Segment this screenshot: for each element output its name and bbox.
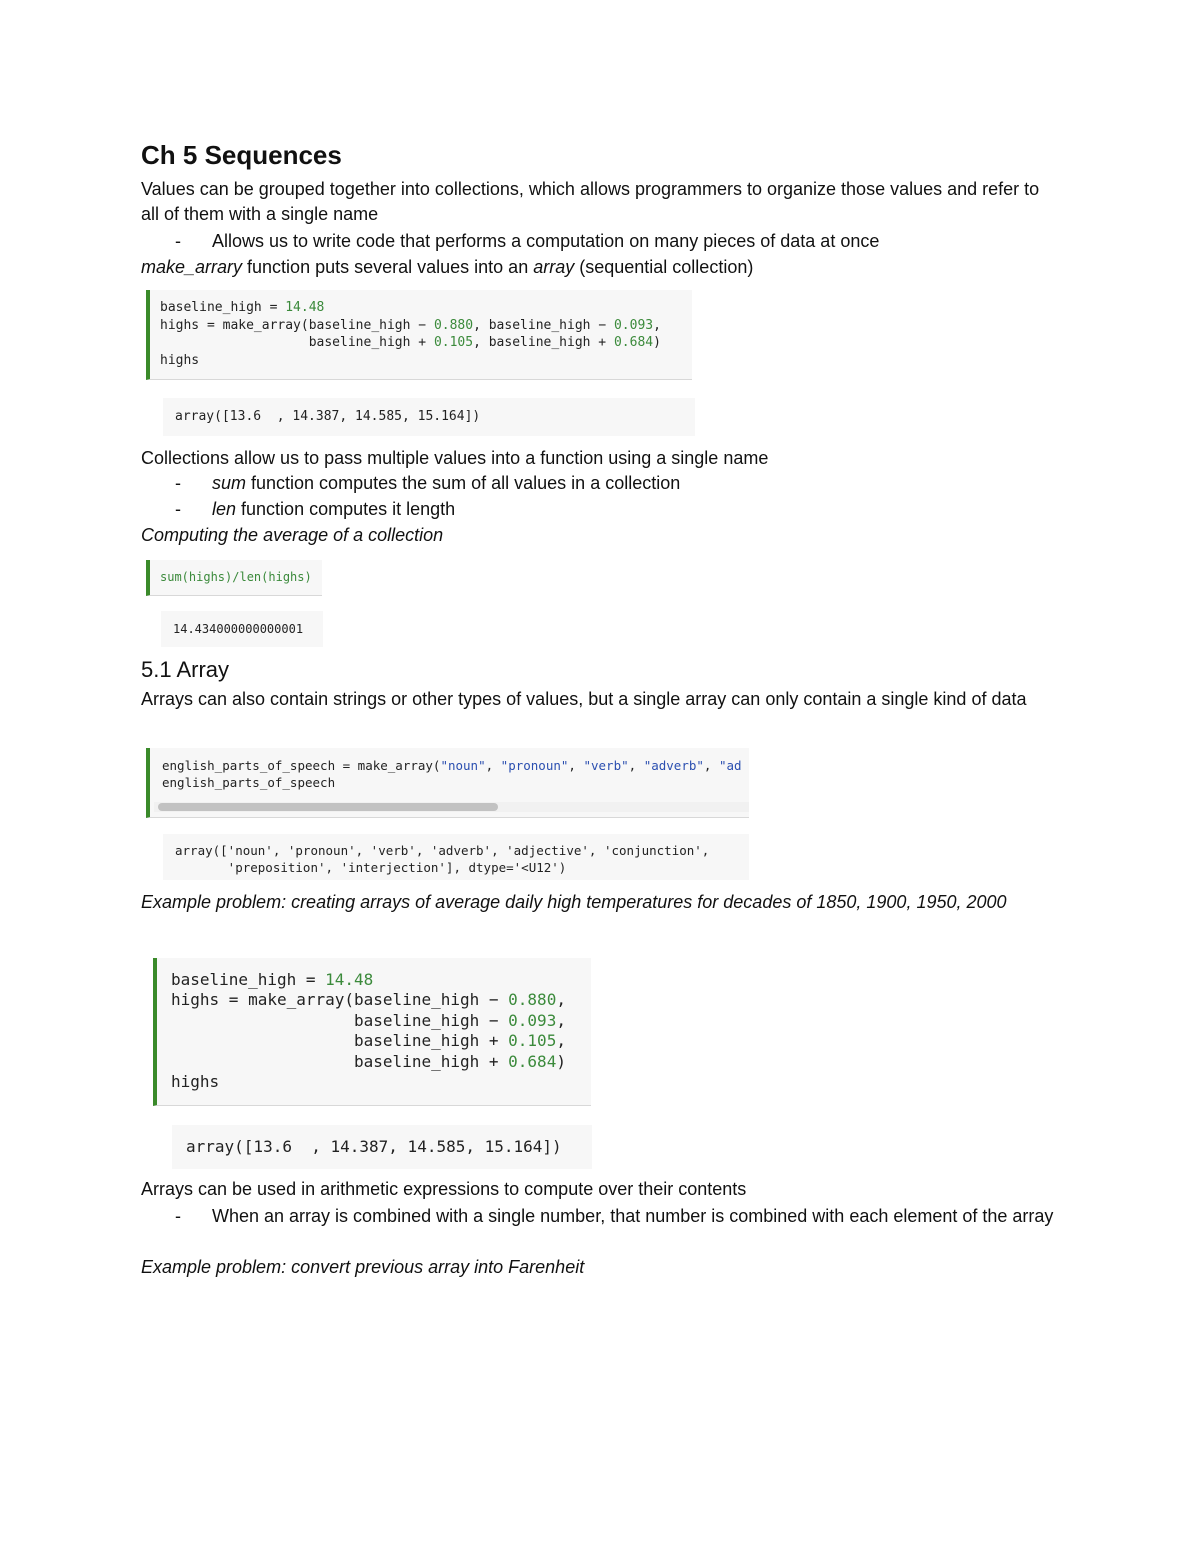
code-number: 14.48 [325,970,374,989]
bullet-text: Allows us to write code that performs a computation on many pieces of data at once [212,231,880,251]
output-text: array(['noun', 'pronoun', 'verb', 'adverb', 'adjective', 'conjunction', [175,843,710,858]
code-number: 0.105 [433,335,474,350]
code-string: "pronoun" [500,758,569,773]
array-paragraph: Arrays can also contain strings or other types of values, but a single array can only contain a single kind of data [141,689,1027,709]
code-text: baseline_high + [160,335,434,350]
scrollbar-thumb[interactable] [158,803,498,811]
code-number: 0.684 [508,1051,557,1071]
bullet-text [212,471,1055,496]
code-text: , [485,758,501,773]
code-text: english_parts_of_speech = make_array( [162,758,441,773]
example-problem-2: Example problem: convert previous array into Farenheit [141,1257,585,1277]
code-cell-parts-of-speech[interactable] [146,748,749,818]
section-heading: 5.1 Array [141,657,230,682]
output-cell: array([13.6 , 14.387, 14.585, 15.164]) [172,1125,592,1169]
page-title: Ch 5 Sequences [141,140,342,170]
average-caption: Computing the average of a collection [141,525,444,545]
code-number: 14.48 [285,300,325,315]
code-text: baseline_high = [171,970,326,989]
code-text: ) [653,335,661,350]
code-text: , baseline_high + [473,335,614,350]
code-text: highs [160,352,200,368]
code-text: , [628,758,644,773]
code-text: baseline_high + [171,1031,509,1051]
intro-paragraph: Values can be grouped together into collections, which allows programmers to organize those values and refer to all of them with a single name [141,179,1040,224]
code-number: 0.684 [613,335,654,350]
code-text: baseline_high + [171,1051,509,1071]
bullet-text: When an array is combined with a single number, that number is combined with each element of the array [212,1206,1054,1226]
code-text: − [418,317,434,333]
code-text: highs [171,1072,220,1092]
code-text: highs = make_array(baseline_high − [171,990,509,1010]
collections-paragraph: Collections allow us to pass multiple values into a function using a single name [141,448,769,468]
code-text: , [556,1031,566,1051]
horizontal-scrollbar[interactable] [154,802,749,812]
code-string: "verb" [583,758,629,773]
text-span: function computes the sum of all values in a collection [246,473,681,493]
code-string: "noun" [440,758,486,773]
make-array-paragraph [141,255,1056,280]
code-cell-make-array[interactable] [146,290,692,380]
example-problem-1: Example problem: creating arrays of average daily high temperatures for decades of 1850, 1900, 1950, 2000 [141,892,1007,912]
arithmetic-paragraph: Arrays can be used in arithmetic expressions to compute over their contents [141,1179,747,1199]
code-text: , [556,990,566,1010]
code-number: 0.105 [508,1031,557,1051]
code-text: , [556,1010,566,1030]
code-text: sum(highs)/len(highs) [160,570,312,584]
term-make-array: make_arrary [141,257,243,277]
bullet-text [212,497,1055,522]
term-len: len [212,499,237,519]
text-span: function computes it length [236,499,456,519]
output-cell: 14.434000000000001 [161,611,323,647]
code-text: highs = make_array(baseline_high [160,317,419,333]
code-cell-average[interactable] [146,560,322,596]
code-text: ) [556,1051,566,1071]
text-span: (sequential collection) [574,257,754,277]
code-text: baseline_high − [171,1010,509,1030]
term-sum: sum [212,473,247,493]
code-string: "ad [718,758,742,773]
term-array: array [533,257,575,277]
code-number: 0.880 [433,317,474,333]
output-cell [163,834,749,880]
code-number: 0.093 [508,1010,557,1030]
output-text: 'preposition', 'interjection'], dtype='<U12') [175,860,567,875]
code-text: , [568,758,584,773]
code-number: 0.093 [613,317,654,333]
code-text: , [703,758,719,773]
code-string: "adverb" [643,758,704,773]
output-cell: array([13.6 , 14.387, 14.585, 15.164]) [163,398,695,436]
bullet-item: - When an array is combined with a single number, that number is combined with each element of the array [175,1204,1055,1254]
code-cell-make-array-multiline[interactable] [153,958,591,1106]
code-text: english_parts_of_speech [162,775,336,790]
code-text: baseline_high = [160,300,286,315]
code-text: , baseline_high [473,317,599,333]
text-span: function puts several values into an [242,257,534,277]
code-text: − [598,317,614,333]
code-text: , [653,317,661,333]
code-number: 0.880 [508,990,557,1010]
